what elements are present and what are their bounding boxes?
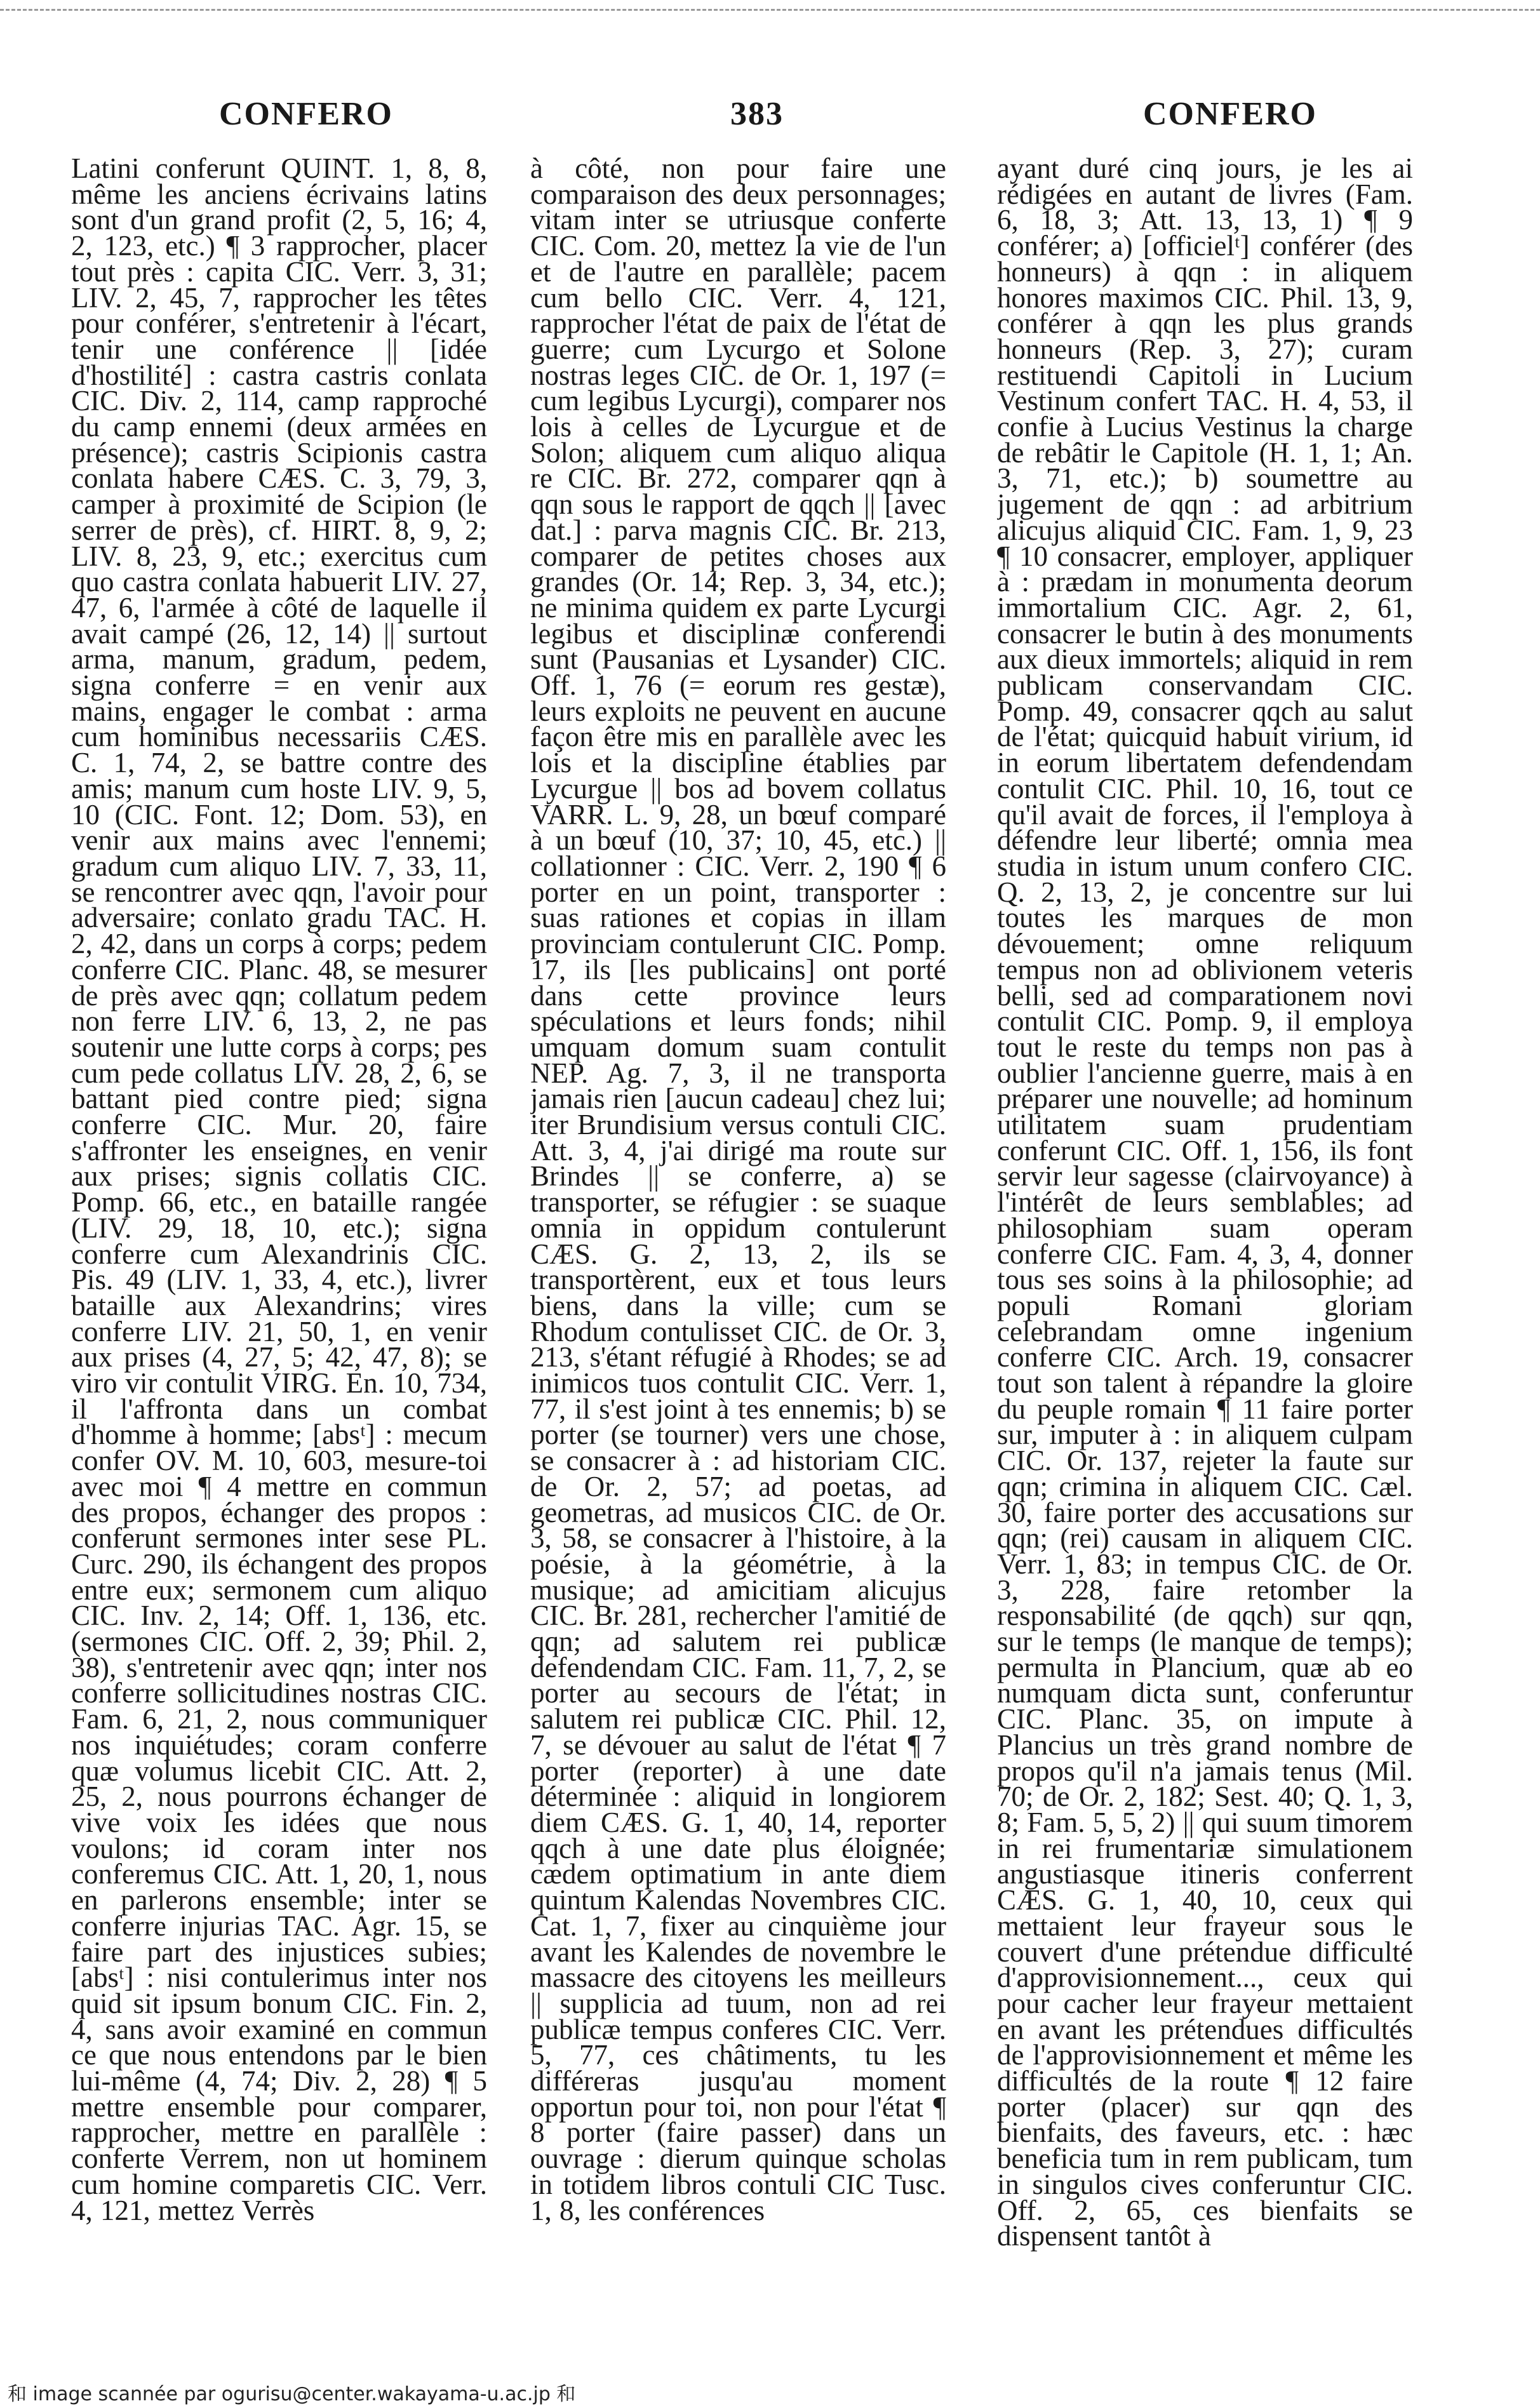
right-headword: CONFERO bbox=[1143, 96, 1317, 132]
column-text: à côté, non pour faire une comparaison des deux personnages; vitam inter se utriusque conferte CIC. Com. 20, mettez la vie de l'un et de l'autre en parallèle; pacem cum bello CIC. Verr. 4, 121, rapprocher l'état de paix de l'état de guerre; cum Lycurgo et Solone nostras leges CIC. de Or. 1, 197 (= cum legibus Lycurgi), comparer nos lois à celles de Lycurgue et de Solon; aliquem cum aliquo aliqua re CIC. Br. 272, comparer qqn à qqn sous le rapport de qqch || [avec dat.] : parva magnis CIC. Br. 213, comparer de petites choses aux grandes (Or. 14; Rep. 3, 34, etc.); ne minima quidem ex parte Lycurgi legibus et disciplinæ conferendi sunt (Pausanias et Lysander) CIC. Off. 1, 76 (= eorum res gestæ), leurs exploits ne peuvent en aucune façon être mis en parallèle avec les lois et la discipline établies par Lycurgue || bos ad bovem collatus VARR. L. 9, 28, un bœuf comparé à un bœuf (10, 37; 10, 45, etc.) || collationner : CIC. Verr. 2, 190 ¶ 6 porter en un point, transporter : suas rationes et copias in illam provinciam contulerunt CIC. Pomp. 17, ils [les publicains] ont porté dans cette province leurs spéculations et leurs fonds; nihil umquam domum suam contulit NEP. Ag. 7, 3, il ne transporta jamais rien [aucun cadeau] chez lui; iter Brundisium versus contuli CIC. Att. 3, 4, j'ai dirigé ma route sur Brindes || se conferre, a) se transporter, se réfugier : se suaque omnia in oppidum contulerunt CÆS. G. 2, 13, 2, ils se transportèrent, eux et tous leurs biens, dans la ville; cum se Rhodum contulisset CIC. de Or. 3, 213, s'étant réfugié à Rhodes; se ad inimicos tuos contulit CIC. Verr. 1, 77, il s'est joint à tes ennemis; b) se porter (se tourner) vers une chose, se consacrer à : ad historiam CIC. de Or. 2, 57; ad poetas, ad geometras, ad musicos CIC. de Or. 3, 58, se consacrer à l'histoire, à la poésie, à la géométrie, à la musique; ad amicitiam alicujus CIC. Br. 281, rechercher l'amitié de qqn; ad salutem rei publicæ defendendam CIC. Fam. 11, 7, 2, se porter au secours de l'état; in salutem rei publicæ CIC. Phil. 12, 7, se dévouer au salut de l'état ¶ 7 porter (reporter) à une date déterminée : aliquid in longiorem diem CÆS. G. 1, 40, 14, reporter qqch à une date plus éloignée; cædem optimatium in ante diem quintum Kalendas Novembres CIC. Cat. 1, 7, fixer au cinquième jour avant les Kalendes de novembre le massacre des citoyens les meilleurs || supplicia ad tuum, non ad rei publicæ tempus conferes CIC. Verr. 5, 77, ces châtiments, tu les différeras jusqu'au moment opportun pour toi, non pour l'état ¶ 8 porter (faire passer) dans un ouvrage : dierum quinque scholas in totidem libros contuli CIC Tusc. 1, 8, les conférences bbox=[530, 156, 946, 2226]
text-column-left bbox=[71, 156, 487, 2353]
page-number: 383 bbox=[730, 96, 784, 132]
column-text: ayant duré cinq jours, je les ai rédigées en autant de livres (Fam. 6, 18, 3; Att. 13, 13, 1) ¶ 9 conférer; a) [officielᵗ] conférer (des honneurs) à qqn : in aliquem honores maximos CIC. Phil. 13, 9, conférer à qqn les plus grands honneurs (Rep. 3, 27); curam restituendi Capitoli in Lucium Vestinum confert TAC. H. 4, 53, il confie à Lucius Vestinus la charge de rebâtir le Capitole (H. 1, 1; An. 3, 71, etc.); b) soumettre au jugement de qqn : ad arbitrium alicujus aliquid CIC. Fam. 1, 9, 23 ¶ 10 consacrer, employer, appliquer à : prædam in monumenta deorum immortalium CIC. Agr. 2, 61, consacrer le butin à des monuments aux dieux immortels; aliquid in rem publicam conservandam CIC. Pomp. 49, consacrer qqch au salut de l'état; quicquid habuit virium, id in eorum libertatem defendendam contulit CIC. Phil. 10, 16, tout ce qu'il avait de forces, il l'employa à défendre leur liberté; omnia mea studia in istum unum confero CIC. Q. 2, 13, 2, je concentre sur lui toutes les marques de mon dévouement; omne reliquum tempus non ad oblivionem veteris belli, sed ad comparationem novi contulit CIC. Pomp. 9, il employa tout le reste du temps non pas à oublier l'ancienne guerre, mais à en préparer une nouvelle; ad hominum utilitatem suam prudentiam conferunt CIC. Off. 1, 156, ils font servir leur sagesse (clairvoyance) à l'intérêt de leurs semblables; ad philosophiam suam operam conferre CIC. Fam. 4, 3, 4, donner tous ses soins à la philosophie; ad populi Romani gloriam celebrandam omne ingenium conferre CIC. Arch. 19, consacrer tout son talent à répandre la gloire du peuple romain ¶ 11 faire porter sur, imputer à : in aliquem culpam CIC. Or. 137, rejeter la faute sur qqn; crimina in aliquem CIC. Cæl. 30, faire porter des accusations sur qqn; (rei) causam in aliquem CIC. Verr. 1, 83; in tempus CIC. de Or. 3, 228, faire retomber la responsabilité (de qqch) sur qqn, sur le temps (le manque de temps); permulta in Plancium, quæ ab eo numquam dicta sunt, conferuntur CIC. Planc. 35, on impute à Plancius un très grand nombre de propos qu'il n'a jamais tenus (Mil. 70; de Or. 2, 182; Sest. 40; Q. 1, 3, 8; Fam. 5, 5, 2) || qui suum timorem in rei frumentariæ simulationem angustiasque itineris conferrent CÆS. G. 1, 40, 10, ceux qui mettaient leur frayeur sous le couvert d'une prétendue difficulté d'approvisionnement..., ceux qui pour cacher leur frayeur mettaient en avant les prétendues difficultés de l'approvisionnement et même les difficultés de la route ¶ 12 faire porter (placer) sur qqn des bienfaits, des faveurs, etc. : hæc beneficia tum in rem publicam, tum in singulos cives conferuntur CIC. Off. 2, 65, ces bienfaits se dispensent tantôt à bbox=[997, 156, 1413, 2252]
text-column-middle bbox=[530, 156, 946, 2353]
left-headword: CONFERO bbox=[219, 96, 393, 132]
scan-credit-footer: 和 image scannée par ogurisu@center.wakayama-u.ac.jp 和 bbox=[8, 2383, 576, 2405]
text-column-right bbox=[997, 156, 1413, 2353]
column-text: Latini conferunt QUINT. 1, 8, 8, même les anciens écrivains latins sont d'un grand profit (2, 5, 16; 4, 2, 123, etc.) ¶ 3 rapprocher, placer tout près : capita CIC. Verr. 3, 31; LIV. 2, 45, 7, rapprocher les têtes pour conférer, s'entretenir à l'écart, tenir une conférence || [idée d'hostilité] : castra castris conlata CIC. Div. 2, 114, camp rapproché du camp ennemi (deux armées en présence); castris Scipionis castra conlata habere CÆS. C. 3, 79, 3, camper à proximité de Scipion (le serrer de près), cf. HIRT. 8, 9, 2; LIV. 8, 23, 9, etc.; exercitus cum quo castra conlata habuerit LIV. 27, 47, 6, l'armée à côté de laquelle il avait campé (26, 12, 14) || surtout arma, manum, gradum, pedem, signa conferre = en venir aux mains, engager le combat : arma cum hominibus necessariis CÆS. C. 1, 74, 2, se battre contre des amis; manum cum hoste LIV. 9, 5, 10 (CIC. Font. 12; Dom. 53), en venir aux mains avec l'ennemi; gradum cum aliquo LIV. 7, 33, 11, se rencontrer avec qqn, l'avoir pour adversaire; conlato gradu TAC. H. 2, 42, dans un corps à corps; pedem conferre CIC. Planc. 48, se mesurer de près avec qqn; collatum pedem non ferre LIV. 6, 13, 2, ne pas soutenir une lutte corps à corps; pes cum pede collatus LIV. 28, 2, 6, se battant pied contre pied; signa conferre CIC. Mur. 20, faire s'affronter les enseignes, en venir aux prises; signis collatis CIC. Pomp. 66, etc., en bataille rangée (LIV. 29, 18, 10, etc.); signa conferre cum Alexandrinis CIC. Pis. 49 (LIV. 1, 33, 4, etc.), livrer bataille aux Alexandrins; vires conferre LIV. 21, 50, 1, en venir aux prises (4, 27, 5; 42, 47, 8); se viro vir contulit VIRG. En. 10, 734, il l'affronta dans un combat d'homme à homme; [absᵗ] : mecum confer OV. M. 10, 603, mesure-toi avec moi ¶ 4 mettre en commun des propos, échanger des propos : conferunt sermones inter sese PL. Curc. 290, ils échangent des propos entre eux; sermonem cum aliquo CIC. Inv. 2, 14; Off. 1, 136, etc. (sermones CIC. Off. 2, 39; Phil. 2, 38), s'entretenir avec qqn; inter nos conferre sollicitudines nostras CIC. Fam. 6, 21, 2, nous communiquer nos inquiétudes; coram conferre quæ volumus licebit CIC. Att. 2, 25, 2, nous pourrons échanger de vive voix les idées que nous voulons; id coram inter nos conferemus CIC. Att. 1, 20, 1, nous en parlerons ensemble; inter se conferre injurias TAC. Agr. 15, se faire part des injustices subies; [absᵗ] : nisi contulerimus inter nos quid sit ipsum bonum CIC. Fin. 2, 4, sans avoir examiné en commun ce que nous entendons par le bien lui-même (4, 74; Div. 2, 28) ¶ 5 mettre ensemble pour comparer, rapprocher, mettre en parallèle : conferte Verrem, non ut hominem cum homine comparetis CIC. Verr. 4, 121, mettez Verrès bbox=[71, 156, 487, 2226]
scan-edge-line bbox=[0, 0, 1540, 11]
